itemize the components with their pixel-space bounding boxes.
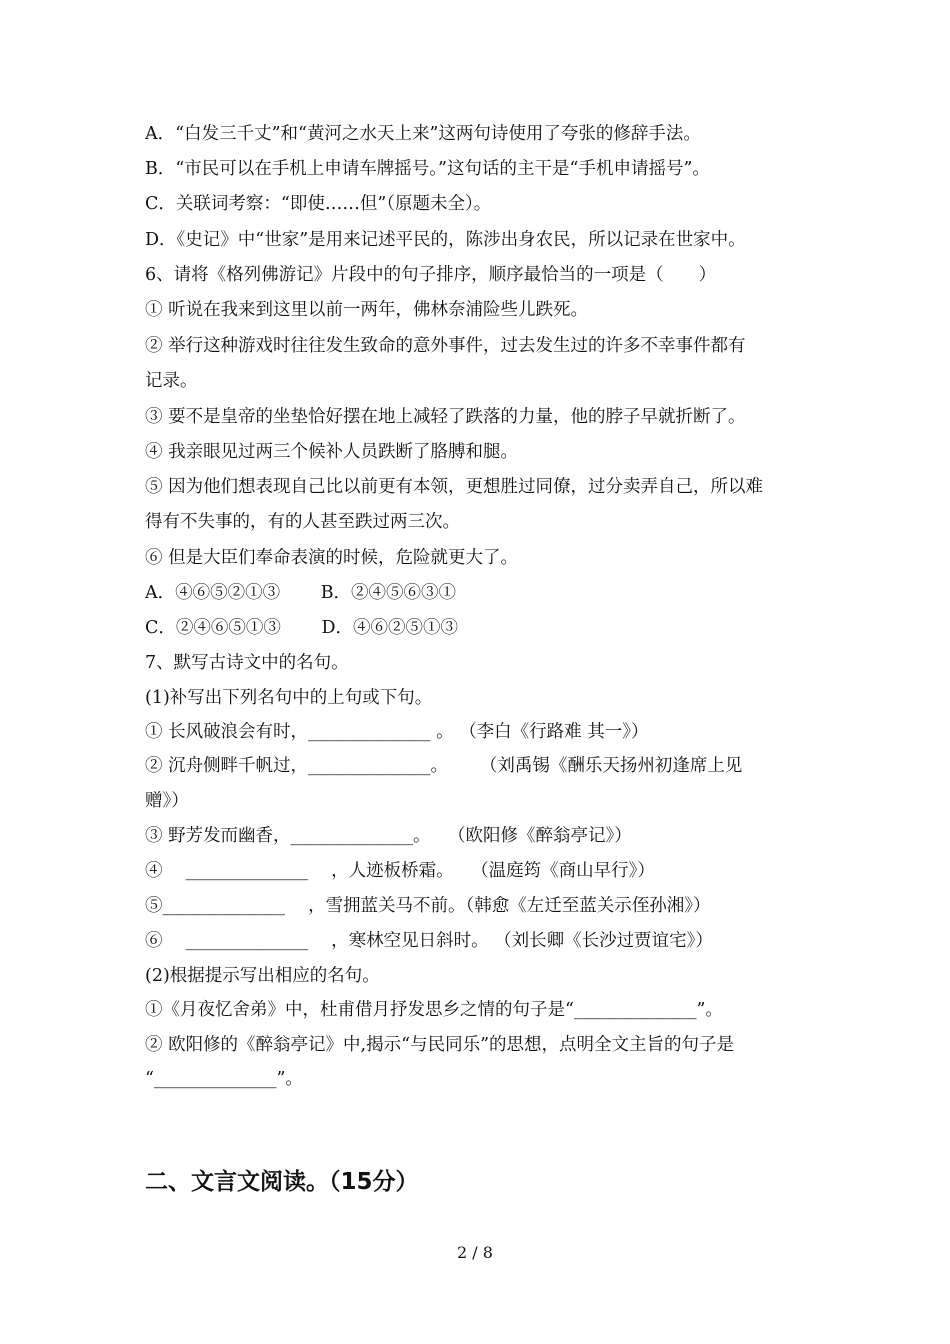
sentence-5-cont: 得有不失事的，有的人甚至跌过两三次。 bbox=[145, 512, 460, 532]
page-number: 2 / 8 bbox=[457, 1243, 493, 1262]
sentence-1: ① 听说在我来到这里以前一两年，佛林奈浦险些儿跌死。 bbox=[145, 300, 589, 320]
question-7-stem: 7、默写古诗文中的名句。 bbox=[145, 653, 349, 673]
question-6-stem: 6、请将《格列佛游记》片段中的句子排序，顺序最恰当的一项是（ ） bbox=[145, 265, 717, 285]
q7-item-3: ③ 野芳发而幽香，______________。 （欧阳修《醉翁亭记》） bbox=[145, 826, 632, 846]
q7-part1-heading: (1)补写出下列名句中的上句或下句。 bbox=[145, 688, 433, 708]
q7-item-6: ⑥ ______________ ，寒林空见日斜时。 （刘长卿《长沙过贾谊宅》） bbox=[145, 931, 713, 951]
sentence-6: ⑥ 但是大臣们奉命表演的时候，危险就更大了。 bbox=[145, 548, 519, 568]
q7-part2-heading: (2)根据提示写出相应的名句。 bbox=[145, 966, 380, 986]
q7-item-4: ④ ______________ ，人迹板桥霜。 （温庭筠《商山早行》） bbox=[145, 861, 655, 881]
q7-part2-item-2-cont: “______________”。 bbox=[145, 1069, 303, 1089]
option-a-line: A．“白发三千丈”和“黄河之水天上来”这两句诗使用了夸张的修辞手法。 bbox=[145, 124, 701, 144]
sentence-2-cont: 记录。 bbox=[145, 371, 198, 391]
sentence-2: ② 举行这种游戏时往往发生致命的意外事件，过去发生过的许多不幸事件都有 bbox=[145, 336, 746, 356]
sentence-4: ④ 我亲眼见过两三个候补人员跌断了胳膊和腿。 bbox=[145, 442, 519, 462]
choices-cd: C．②④⑥⑤①③ D．④⑥②⑤①③ bbox=[145, 618, 458, 638]
sentence-5: ⑤ 因为他们想表现自己比以前更有本领，更想胜过同僚，过分卖弄自己，所以难 bbox=[145, 477, 764, 497]
q7-item-1: ① 长风破浪会有时，______________ 。 （李白《行路难 其一》） bbox=[145, 722, 649, 742]
choices-ab: A．④⑥⑤②①③ B．②④⑤⑥③① bbox=[145, 583, 457, 603]
option-b-line: B．“市民可以在手机上申请车牌摇号。”这句话的主干是“手机申请摇号”。 bbox=[145, 159, 710, 179]
q7-part2-item-2: ② 欧阳修的《醉翁亭记》中,揭示“与民同乐”的思想，点明全文主旨的句子是 bbox=[145, 1035, 735, 1055]
q7-item-5: ⑤______________ ，雪拥蓝关马不前。（韩愈《左迁至蓝关示侄孙湘》） bbox=[145, 896, 711, 916]
option-c-line: C．关联词考察：“即使……但”（原题未全）。 bbox=[145, 194, 492, 214]
section-heading: 二、文言文阅读。（15分） bbox=[145, 1169, 419, 1195]
option-d-line: D．《史记》中“世家”是用来记述平民的，陈涉出身农民，所以记录在世家中。 bbox=[145, 230, 746, 250]
sentence-3: ③ 要不是皇帝的坐垫恰好摆在地上减轻了跌落的力量，他的脖子早就折断了。 bbox=[145, 407, 746, 427]
q7-part2-item-1: ①《月夜忆舍弟》中，杜甫借月抒发思乡之情的句子是“______________”。 bbox=[145, 1000, 723, 1020]
q7-item-2-cont: 赠》） bbox=[145, 791, 189, 811]
q7-item-2: ② 沉舟侧畔千帆过，______________。 （刘禹锡《酬乐天扬州初逢席上见 bbox=[145, 756, 743, 776]
